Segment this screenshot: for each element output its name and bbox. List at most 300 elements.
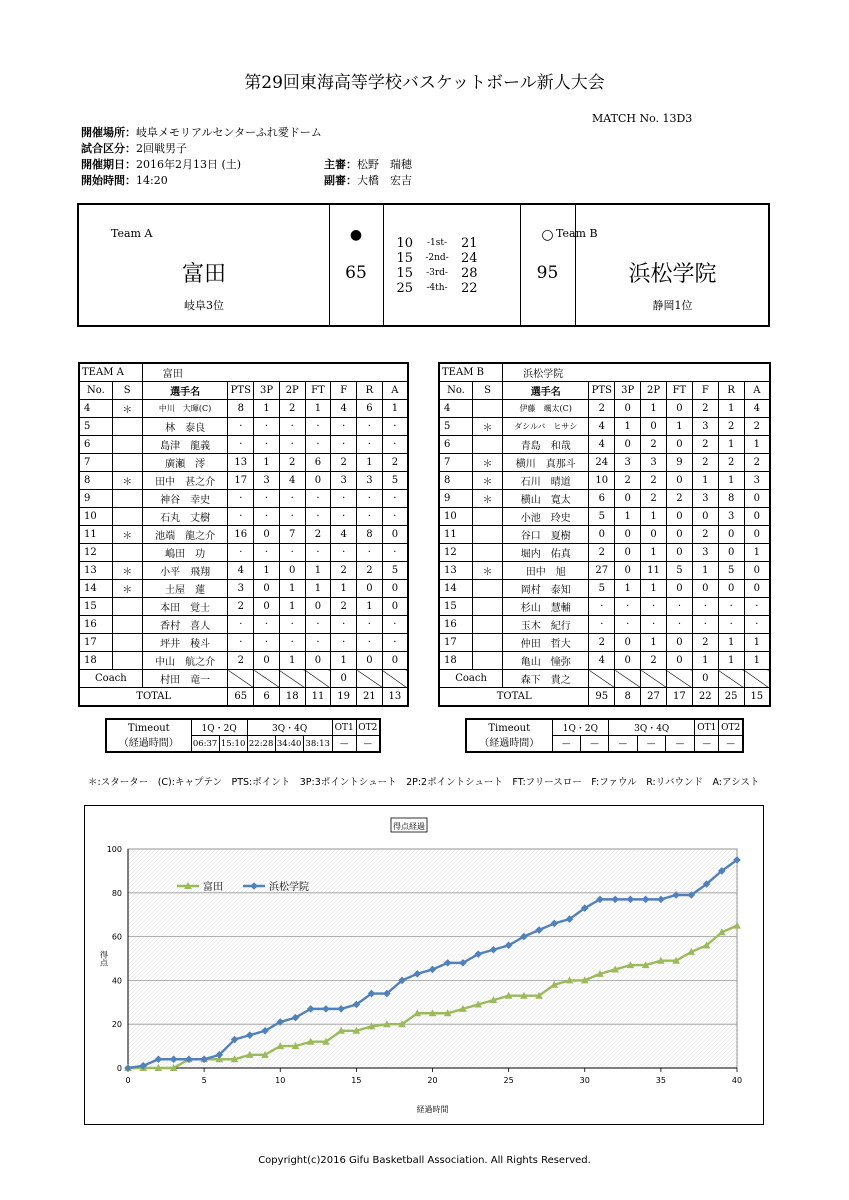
column-header: A xyxy=(744,382,770,400)
player-stat: 2 xyxy=(666,490,692,508)
score-progress-chart-frame xyxy=(84,805,764,1125)
column-header: No. xyxy=(439,382,472,400)
diagonal-cell xyxy=(254,670,280,688)
referee-block: 主審：松野 瑞穂 副審：大橋 宏吉 xyxy=(324,158,412,187)
player-stat: 1 xyxy=(744,634,770,652)
player-stat: · xyxy=(357,544,383,562)
player-stat: 1 xyxy=(666,418,692,436)
team-name: 富田 xyxy=(142,363,408,382)
player-stat: 2 xyxy=(382,454,408,472)
player-stat: 0 xyxy=(305,598,331,616)
diagonal-cell xyxy=(305,670,331,688)
player-stat: 10 xyxy=(79,508,112,526)
player-name: 田中 旭 xyxy=(503,562,589,580)
player-row xyxy=(79,472,408,490)
player-stat: 0 xyxy=(382,652,408,670)
player-stat: 0 xyxy=(641,526,667,544)
player-stat: · xyxy=(228,634,254,652)
category-value: 2回戦男子 xyxy=(136,142,187,155)
player-stat: 1 xyxy=(718,472,744,490)
player-stat xyxy=(112,616,142,634)
player-name: 神谷 幸史 xyxy=(142,490,228,508)
timeout-value: — xyxy=(695,736,719,753)
player-stat: 0 xyxy=(305,652,331,670)
diagonal-cell xyxy=(228,670,254,688)
player-stat: 1 xyxy=(305,562,331,580)
player-stat: 12 xyxy=(79,544,112,562)
player-row xyxy=(79,580,408,598)
copyright: Copyright(c)2016 Gifu Basketball Association. All Rights Reserved. xyxy=(258,1155,591,1166)
player-stat: 18 xyxy=(79,652,112,670)
diagonal-cell xyxy=(589,670,615,688)
column-header: No. xyxy=(79,382,112,400)
player-stat: 0 xyxy=(744,508,770,526)
player-stat: 0 xyxy=(666,400,692,418)
legend-label: 富田 xyxy=(203,882,223,893)
player-row xyxy=(79,562,408,580)
diagonal-cell xyxy=(279,670,305,688)
player-stat xyxy=(472,526,502,544)
player-stat: ＊ xyxy=(112,580,142,598)
column-header: 選手名 xyxy=(503,382,589,400)
timeout-value: — xyxy=(356,736,380,753)
player-stat: 6 xyxy=(589,490,615,508)
timeout-value: — xyxy=(719,736,743,753)
player-stat: 1 xyxy=(718,400,744,418)
timeout-label-1: Timeout xyxy=(127,722,170,734)
timeout-header-row xyxy=(106,719,380,736)
player-row xyxy=(439,634,770,652)
player-stat: 0 xyxy=(357,580,383,598)
player-stat: · xyxy=(254,616,280,634)
diagonal-cell xyxy=(666,670,692,688)
team-b-timeout-table xyxy=(465,718,744,753)
player-stat: 0 xyxy=(382,526,408,544)
player-stat: 0 xyxy=(589,526,615,544)
player-stat: 1 xyxy=(641,544,667,562)
player-stat: 2 xyxy=(331,598,357,616)
player-stat: 0 xyxy=(357,652,383,670)
player-row xyxy=(79,652,408,670)
team-a-stats-table xyxy=(78,362,409,707)
player-stat: 3 xyxy=(718,508,744,526)
player-stat xyxy=(112,418,142,436)
player-stat: 2 xyxy=(331,454,357,472)
player-stat: · xyxy=(641,598,667,616)
team-a-result-mark: ● xyxy=(349,227,363,243)
player-stat: 0 xyxy=(254,580,280,598)
player-stat: · xyxy=(382,490,408,508)
player-name: 小平 飛翔 xyxy=(142,562,228,580)
column-header-row xyxy=(79,382,408,400)
player-stat: 0 xyxy=(744,526,770,544)
player-stat: · xyxy=(305,616,331,634)
team-header-row xyxy=(439,363,770,382)
player-stat: 2 xyxy=(692,454,718,472)
player-stat: · xyxy=(331,436,357,454)
player-row xyxy=(79,598,408,616)
player-stat: 13 xyxy=(228,454,254,472)
quarter-score-b: 28 xyxy=(461,266,478,281)
timeout-value: 15:10 xyxy=(219,736,247,753)
player-stat xyxy=(472,652,502,670)
player-stat: · xyxy=(305,436,331,454)
player-stat: 0 xyxy=(615,490,641,508)
player-stat: 0 xyxy=(279,562,305,580)
player-stat: ＊ xyxy=(472,472,502,490)
player-stat: 4 xyxy=(279,472,305,490)
player-stat: 15 xyxy=(439,598,472,616)
column-header: 2P xyxy=(641,382,667,400)
player-stat: 0 xyxy=(666,436,692,454)
player-name: 池端 龍之介 xyxy=(142,526,228,544)
y-tick-label: 40 xyxy=(111,976,122,986)
player-stat: 1 xyxy=(254,400,280,418)
column-header: 選手名 xyxy=(142,382,228,400)
column-header: S xyxy=(112,382,142,400)
player-stat: 1 xyxy=(615,508,641,526)
timeout-value: — xyxy=(665,736,694,753)
timeout-value: — xyxy=(552,736,580,753)
total-label: TOTAL xyxy=(439,688,589,707)
player-stat: 3 xyxy=(615,454,641,472)
column-header: F xyxy=(331,382,357,400)
player-stat: · xyxy=(305,508,331,526)
player-stat: 8 xyxy=(357,526,383,544)
diagonal-cell xyxy=(615,670,641,688)
player-stat: · xyxy=(254,508,280,526)
player-stat: 16 xyxy=(439,616,472,634)
player-row xyxy=(439,544,770,562)
team-b-name: 浜松学院 xyxy=(628,262,717,287)
team-b-label: Team B xyxy=(556,227,598,240)
x-axis-label: 経過時間 xyxy=(416,1105,449,1114)
quarter-score-row xyxy=(383,281,520,296)
player-stat: · xyxy=(692,598,718,616)
player-stat: · xyxy=(279,436,305,454)
player-stat: 0 xyxy=(744,580,770,598)
player-stat: 1 xyxy=(279,598,305,616)
player-stat: 7 xyxy=(79,454,112,472)
player-stat xyxy=(472,400,502,418)
date-label: 開催期日 xyxy=(81,158,125,171)
total-value: 8 xyxy=(615,688,641,707)
player-stat: 6 xyxy=(79,436,112,454)
team-label: TEAM A xyxy=(79,363,142,382)
player-stat: · xyxy=(331,508,357,526)
player-name: 石丸 丈樹 xyxy=(142,508,228,526)
player-stat: 14 xyxy=(79,580,112,598)
umpire-value: 大橋 宏吉 xyxy=(357,174,412,187)
start-label: 開始時間 xyxy=(81,174,125,187)
player-stat: 7 xyxy=(439,454,472,472)
player-stat: 27 xyxy=(589,562,615,580)
quarter-score-row xyxy=(383,236,520,251)
player-stat: 8 xyxy=(439,472,472,490)
player-stat: · xyxy=(305,544,331,562)
player-stat: 1 xyxy=(692,652,718,670)
quarter-label: -4th- xyxy=(426,283,448,293)
player-stat: 4 xyxy=(79,400,112,418)
total-value: 19 xyxy=(331,688,357,707)
player-row xyxy=(79,508,408,526)
player-stat: · xyxy=(615,616,641,634)
player-stat: ＊ xyxy=(112,526,142,544)
player-stat: 7 xyxy=(279,526,305,544)
player-stat xyxy=(472,508,502,526)
x-tick-label: 20 xyxy=(427,1076,438,1085)
player-stat: · xyxy=(615,598,641,616)
player-name: 青島 和哉 xyxy=(503,436,589,454)
x-tick-label: 0 xyxy=(125,1076,131,1085)
player-stat: · xyxy=(382,634,408,652)
column-header: PTS xyxy=(589,382,615,400)
player-row xyxy=(79,634,408,652)
player-stat: · xyxy=(692,616,718,634)
x-tick-label: 10 xyxy=(275,1076,286,1085)
player-stat: 4 xyxy=(589,436,615,454)
diagonal-cell xyxy=(382,670,408,688)
column-header: F xyxy=(692,382,718,400)
total-value: 65 xyxy=(228,688,254,707)
player-stat: · xyxy=(382,436,408,454)
player-name: 小池 玲史 xyxy=(503,508,589,526)
y-axis-label: 得点 xyxy=(99,950,109,967)
player-stat: 1 xyxy=(692,472,718,490)
player-stat: 0 xyxy=(615,544,641,562)
player-name: 石川 晴道 xyxy=(503,472,589,490)
y-tick-label: 100 xyxy=(106,845,122,854)
player-stat xyxy=(112,652,142,670)
player-stat: 17 xyxy=(439,634,472,652)
referee-value: 松野 瑞穂 xyxy=(357,158,412,171)
venue-label: 開催場所 xyxy=(81,126,125,139)
player-stat: 1 xyxy=(615,418,641,436)
score-box xyxy=(77,203,770,327)
player-stat: 3 xyxy=(254,472,280,490)
player-stat: 11 xyxy=(439,526,472,544)
team-label: TEAM B xyxy=(439,363,503,382)
player-stat: 5 xyxy=(666,562,692,580)
quarter-label: -2nd- xyxy=(425,253,449,263)
player-stat: 0 xyxy=(615,436,641,454)
player-stat: 8 xyxy=(718,490,744,508)
player-stat: · xyxy=(331,490,357,508)
total-value: 13 xyxy=(382,688,408,707)
player-stat: 8 xyxy=(228,400,254,418)
player-stat: 0 xyxy=(666,634,692,652)
player-stat: 5 xyxy=(382,562,408,580)
player-stat: 1 xyxy=(718,436,744,454)
player-stat: 16 xyxy=(228,526,254,544)
timeout-header: 1Q・2Q xyxy=(191,719,247,736)
column-header: 3P xyxy=(615,382,641,400)
player-stat: 9 xyxy=(666,454,692,472)
player-stat: ＊ xyxy=(472,454,502,472)
player-stat: 2 xyxy=(228,652,254,670)
diagonal-cell xyxy=(718,670,744,688)
player-stat: 3 xyxy=(641,454,667,472)
player-row xyxy=(79,490,408,508)
player-name: 田中 甚之介 xyxy=(142,472,228,490)
player-name: 谷口 夏樹 xyxy=(503,526,589,544)
player-stat: · xyxy=(666,616,692,634)
team-a-label: Team A xyxy=(111,227,153,240)
player-name: 廣瀬 澪 xyxy=(142,454,228,472)
player-stat: 2 xyxy=(718,418,744,436)
player-stat: 2 xyxy=(641,472,667,490)
player-stat: · xyxy=(305,634,331,652)
player-name: 坪井 稜斗 xyxy=(142,634,228,652)
player-stat xyxy=(112,454,142,472)
player-stat: 12 xyxy=(439,544,472,562)
player-stat: 0 xyxy=(615,562,641,580)
player-stat: · xyxy=(228,490,254,508)
player-stat: 17 xyxy=(228,472,254,490)
referee-label: 主審 xyxy=(324,158,346,171)
total-value: 18 xyxy=(279,688,305,707)
player-stat xyxy=(112,490,142,508)
quarter-score-b: 21 xyxy=(461,236,478,251)
player-stat: 2 xyxy=(589,544,615,562)
total-value: 25 xyxy=(718,688,744,707)
player-stat: 0 xyxy=(666,508,692,526)
player-row xyxy=(439,418,770,436)
timeout-label-1: Timeout xyxy=(488,722,531,734)
player-row xyxy=(439,562,770,580)
player-stat xyxy=(472,598,502,616)
timeout-value: 06:37 xyxy=(191,736,219,753)
column-header: S xyxy=(472,382,502,400)
quarter-score-a: 10 xyxy=(396,236,413,251)
player-stat: 2 xyxy=(279,400,305,418)
player-stat: 0 xyxy=(692,508,718,526)
player-stat: · xyxy=(254,490,280,508)
x-tick-label: 35 xyxy=(655,1076,666,1085)
player-row xyxy=(439,508,770,526)
player-stat: 0 xyxy=(718,526,744,544)
player-stat: 0 xyxy=(666,652,692,670)
player-row xyxy=(439,472,770,490)
player-stat: · xyxy=(744,598,770,616)
player-stat: · xyxy=(382,418,408,436)
x-tick-label: 40 xyxy=(731,1076,743,1085)
diagonal-cell xyxy=(744,670,770,688)
player-stat: 1 xyxy=(692,562,718,580)
player-stat: · xyxy=(279,616,305,634)
player-stat xyxy=(472,634,502,652)
player-name: 嶋田 功 xyxy=(142,544,228,562)
quarter-label: -1st- xyxy=(426,238,448,248)
player-stat: 1 xyxy=(382,400,408,418)
category-label: 試合区分 xyxy=(81,142,125,155)
player-stat: 4 xyxy=(589,418,615,436)
player-stat: 2 xyxy=(744,454,770,472)
total-label: TOTAL xyxy=(79,688,228,707)
timeout-label xyxy=(106,719,191,752)
player-name: 杉山 慧輔 xyxy=(503,598,589,616)
player-stat: 1 xyxy=(254,454,280,472)
x-tick-label: 15 xyxy=(351,1076,362,1085)
player-stat: 18 xyxy=(439,652,472,670)
total-value: 21 xyxy=(357,688,383,707)
player-stat: 0 xyxy=(254,652,280,670)
player-stat: 3 xyxy=(228,580,254,598)
player-stat: 9 xyxy=(79,490,112,508)
player-stat: 2 xyxy=(718,454,744,472)
column-header: A xyxy=(382,382,408,400)
player-stat: 1 xyxy=(641,634,667,652)
player-stat xyxy=(472,580,502,598)
player-row xyxy=(439,616,770,634)
player-name: 中川 大暉(C) xyxy=(142,400,228,418)
info-block: 開催場所：岐阜メモリアルセンターふれ愛ドーム 試合区分：2回戦男子 開催期日：2016年2月13日 (土) 開始時間：14:20 xyxy=(81,126,322,187)
x-tick-label: 5 xyxy=(201,1076,207,1085)
timeout-value: 38:13 xyxy=(303,736,332,753)
player-stat: 1 xyxy=(331,580,357,598)
player-stat xyxy=(112,544,142,562)
player-stat: 6 xyxy=(439,436,472,454)
player-stat: 2 xyxy=(641,652,667,670)
player-stat: 0 xyxy=(305,472,331,490)
player-stat: 2 xyxy=(641,490,667,508)
quarter-score-a: 15 xyxy=(396,251,413,266)
coach-row xyxy=(439,670,770,688)
player-stat: 0 xyxy=(718,580,744,598)
player-stat: 2 xyxy=(331,562,357,580)
player-stat: 0 xyxy=(254,598,280,616)
player-stat: 0 xyxy=(666,526,692,544)
player-stat: · xyxy=(305,490,331,508)
player-stat xyxy=(112,508,142,526)
timeout-header: 1Q・2Q xyxy=(552,719,609,736)
player-stat: 2 xyxy=(641,436,667,454)
player-stat: 3 xyxy=(744,472,770,490)
start-value: 14:20 xyxy=(136,174,168,187)
player-stat: 1 xyxy=(744,544,770,562)
player-name: 堀内 佑真 xyxy=(503,544,589,562)
player-stat: 2 xyxy=(589,634,615,652)
player-stat: · xyxy=(357,436,383,454)
player-stat: · xyxy=(382,508,408,526)
player-stat: 3 xyxy=(357,472,383,490)
player-stat: 5 xyxy=(439,418,472,436)
player-stat: 6 xyxy=(305,454,331,472)
player-stat: 2 xyxy=(589,400,615,418)
player-stat: 3 xyxy=(692,418,718,436)
player-stat: 0 xyxy=(615,652,641,670)
player-stat: 8 xyxy=(79,472,112,490)
player-stat: 1 xyxy=(641,580,667,598)
player-stat: 4 xyxy=(228,562,254,580)
player-stat: 1 xyxy=(279,652,305,670)
player-stat: 24 xyxy=(589,454,615,472)
player-stat: · xyxy=(357,508,383,526)
player-row xyxy=(439,454,770,472)
player-stat: 0 xyxy=(744,490,770,508)
coach-label: Coach xyxy=(439,670,503,688)
player-stat: 2 xyxy=(692,400,718,418)
diagonal-cell xyxy=(641,670,667,688)
player-stat: 1 xyxy=(305,400,331,418)
player-stat: 2 xyxy=(692,526,718,544)
player-stat: 1 xyxy=(331,652,357,670)
column-header: R xyxy=(357,382,383,400)
player-stat: 0 xyxy=(744,562,770,580)
player-name: 岡村 泰知 xyxy=(503,580,589,598)
player-stat xyxy=(472,436,502,454)
y-tick-label: 20 xyxy=(111,1020,122,1030)
